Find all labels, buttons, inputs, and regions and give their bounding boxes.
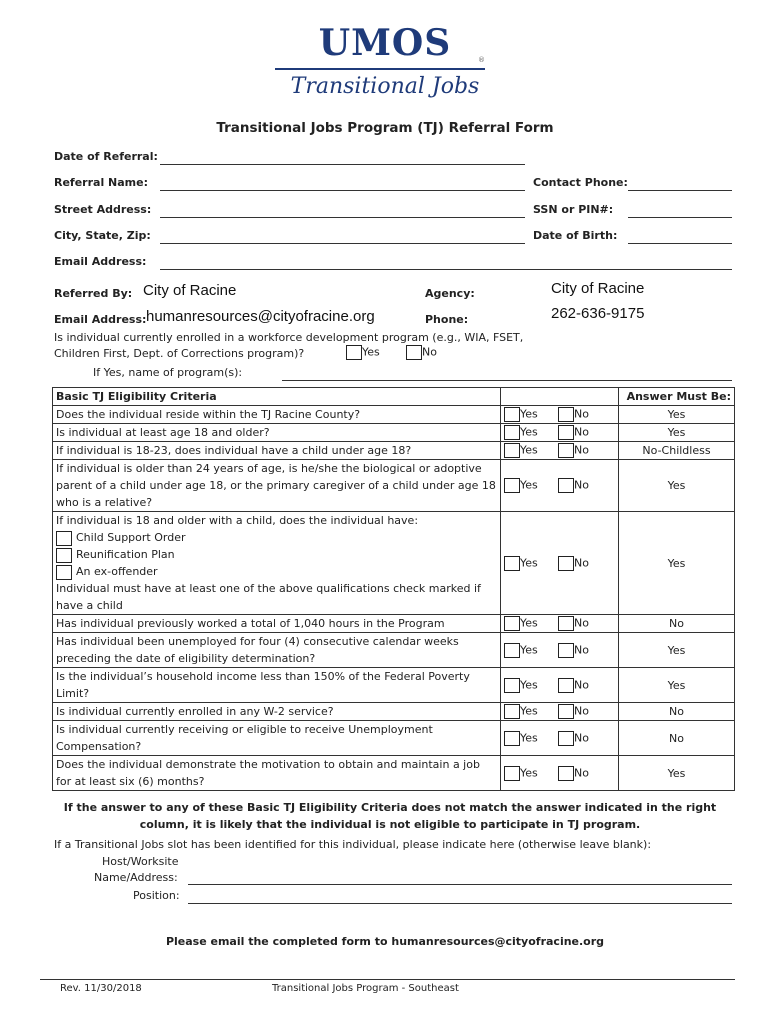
yes-no-options[interactable]: Yes No <box>501 668 619 703</box>
date-of-birth-label: Date of Birth: <box>533 229 618 242</box>
checkbox[interactable] <box>558 704 574 719</box>
if-yes-program-label: If Yes, name of program(s): <box>93 366 243 379</box>
table-row: Does the individual demonstrate the motivation to obtain and maintain a job for at least six (6) months? Yes No Yes <box>53 756 735 791</box>
email-instruction: Please email the completed form to humanresources@cityofracine.org <box>165 935 605 948</box>
street-address-label: Street Address: <box>54 203 152 216</box>
checkbox[interactable] <box>558 643 574 658</box>
email-address-field[interactable] <box>160 269 732 270</box>
checkbox[interactable] <box>504 704 520 719</box>
checkbox[interactable] <box>504 766 520 781</box>
workforce-question-line1: Is individual currently enrolled in a workforce development program (e.g., WIA, FSET, <box>54 331 524 344</box>
ssn-pin-field[interactable] <box>628 217 732 218</box>
workforce-no-option[interactable]: No <box>406 345 437 360</box>
host-worksite-label: Host/Worksite <box>102 855 179 868</box>
email-value[interactable]: humanresources@cityofracine.org <box>146 308 375 325</box>
checkbox[interactable] <box>504 407 520 422</box>
checkbox[interactable] <box>504 678 520 693</box>
yes-no-options[interactable]: Yes No <box>501 424 619 442</box>
checkbox[interactable] <box>558 678 574 693</box>
checkbox[interactable] <box>346 345 362 360</box>
checkbox[interactable] <box>558 556 574 571</box>
workforce-yes-option[interactable]: Yes <box>346 345 380 360</box>
table-row: Is the individual’s household income less than 150% of the Federal Poverty Limit? Yes No Yes <box>53 668 735 703</box>
checkbox[interactable] <box>558 425 574 440</box>
checkbox[interactable] <box>504 443 520 458</box>
revision-date: Rev. 11/30/2018 <box>60 983 142 994</box>
name-address-field[interactable] <box>188 884 732 885</box>
referral-name-label: Referral Name: <box>54 176 148 189</box>
table-row: Has individual previously worked a total of 1,040 hours in the Program Yes No No <box>53 615 735 633</box>
reunification-plan-option[interactable]: Reunification Plan <box>56 546 497 563</box>
street-address-field[interactable] <box>160 217 525 218</box>
checkbox[interactable] <box>558 616 574 631</box>
table-row: Does the individual reside within the TJ Racine County? Yes No Yes <box>53 406 735 424</box>
registered-mark: ® <box>478 56 485 64</box>
city-state-zip-label: City, State, Zip: <box>54 229 151 242</box>
footer-program-name: Transitional Jobs Program - Southeast <box>272 983 459 994</box>
table-row: Is individual currently receiving or eligible to receive Unemployment Compensation? Yes No No <box>53 721 735 756</box>
ex-offender-option[interactable]: An ex-offender <box>56 563 497 580</box>
yes-no-options[interactable]: Yes No <box>501 512 619 615</box>
checkbox[interactable] <box>504 425 520 440</box>
checkbox[interactable] <box>558 731 574 746</box>
checkbox[interactable] <box>504 616 520 631</box>
checkbox[interactable] <box>504 731 520 746</box>
ssn-pin-label: SSN or PIN#: <box>533 203 614 216</box>
yes-no-options[interactable]: Yes No <box>501 703 619 721</box>
date-of-birth-field[interactable] <box>628 243 732 244</box>
referred-by-label: Referred By: <box>54 287 133 300</box>
checkbox[interactable] <box>56 565 72 580</box>
footer-divider <box>40 979 735 980</box>
checkbox[interactable] <box>558 407 574 422</box>
referral-name-field[interactable] <box>160 190 525 191</box>
table-row: Is individual currently enrolled in any W-2 service? Yes No No <box>53 703 735 721</box>
yes-no-options[interactable]: Yes No <box>501 721 619 756</box>
eligibility-notice: If the answer to any of these Basic TJ Eligibility Criteria does not match the answer indicated in the right column, it is likely that the individual is not eligible to participate in TJ program. <box>63 801 717 831</box>
checkbox[interactable] <box>504 643 520 658</box>
checkbox[interactable] <box>406 345 422 360</box>
table-row: If individual is 18 and older with a child, does the individual have: Child Support Order Reunification Plan An ex-offender Individual must have at least one of the above qualifications check marked if have a child Yes No Yes <box>53 512 735 615</box>
eligibility-criteria-table <box>52 387 735 791</box>
email-address-label: Email Address: <box>54 255 147 268</box>
yes-no-options[interactable]: Yes No <box>501 460 619 512</box>
contact-phone-field[interactable] <box>628 190 732 191</box>
agency-value[interactable]: City of Racine <box>551 280 645 297</box>
yes-no-options[interactable]: Yes No <box>501 406 619 424</box>
table-row: Has individual been unemployed for four (4) consecutive calendar weeks preceding the date of eligibility determination? Yes No Yes <box>53 633 735 668</box>
checkbox[interactable] <box>56 548 72 563</box>
program-name-field[interactable] <box>282 380 732 381</box>
checkbox[interactable] <box>558 766 574 781</box>
checkbox[interactable] <box>504 556 520 571</box>
yes-no-options[interactable]: Yes No <box>501 442 619 460</box>
table-row: If individual is 18-23, does individual have a child under age 18? Yes No No-Childless <box>53 442 735 460</box>
position-field[interactable] <box>188 903 732 904</box>
umos-logo: UMOS <box>318 22 452 64</box>
contact-phone-label: Contact Phone: <box>533 176 628 189</box>
table-row: Is individual at least age 18 and older? Yes No Yes <box>53 424 735 442</box>
agency-label: Agency: <box>425 287 475 300</box>
checkbox[interactable] <box>558 478 574 493</box>
table-row: If individual is older than 24 years of age, is he/she the biological or adoptive parent of a child under age 18, or the primary caregiver of a child under age 18 who is a relative? Yes No Yes <box>53 460 735 512</box>
table-header-row <box>53 388 735 406</box>
checkbox[interactable] <box>558 443 574 458</box>
child-support-order-option[interactable]: Child Support Order <box>56 529 497 546</box>
phone-label: Phone: <box>425 313 469 326</box>
referred-by-value[interactable]: City of Racine <box>143 282 237 299</box>
date-of-referral-label: Date of Referral: <box>54 150 158 163</box>
email-address-label-2: Email Address: <box>54 313 147 326</box>
criteria-header: Basic TJ Eligibility Criteria <box>53 388 501 406</box>
yes-no-options[interactable]: Yes No <box>501 615 619 633</box>
checkbox[interactable] <box>504 478 520 493</box>
date-of-referral-field[interactable] <box>160 164 525 165</box>
phone-value[interactable]: 262-636-9175 <box>551 305 645 322</box>
form-title: Transitional Jobs Program (TJ) Referral Form <box>216 120 554 136</box>
position-label: Position: <box>133 889 180 902</box>
workforce-question-line2: Children First, Dept. of Corrections program)? <box>54 347 305 360</box>
logo-divider <box>275 68 485 70</box>
yes-no-options[interactable]: Yes No <box>501 633 619 668</box>
slot-intro: If a Transitional Jobs slot has been identified for this individual, please indicate here (otherwise leave blank): <box>54 838 652 851</box>
logo-subtitle: Transitional Jobs <box>290 74 480 99</box>
checkbox[interactable] <box>56 531 72 546</box>
city-state-zip-field[interactable] <box>160 243 525 244</box>
yes-no-options[interactable]: Yes No <box>501 756 619 791</box>
answer-header: Answer Must Be: <box>619 388 735 406</box>
name-address-label: Name/Address: <box>94 871 178 884</box>
